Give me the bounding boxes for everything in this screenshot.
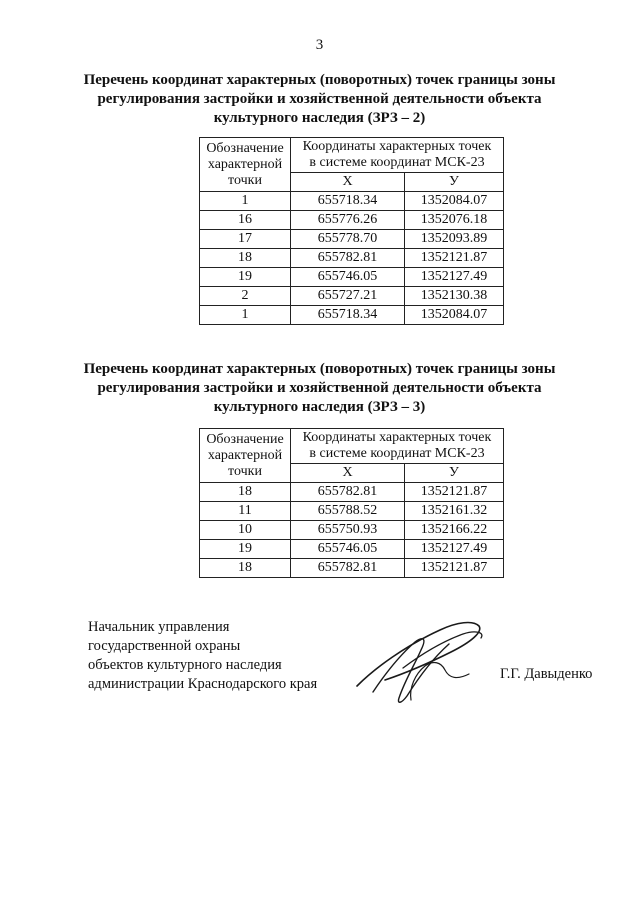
cell-x: 655776.26 xyxy=(291,211,405,230)
cell-point: 19 xyxy=(200,540,291,559)
cell-x: 655750.93 xyxy=(291,521,405,540)
cell-point: 11 xyxy=(200,502,291,521)
header-text: Координаты характерных точек xyxy=(302,139,492,154)
signer-name: Г.Г. Давыденко xyxy=(500,666,593,682)
table-row xyxy=(200,211,504,230)
cell-point: 18 xyxy=(200,483,291,502)
table-row xyxy=(200,483,504,502)
coordinates-table-zrz-2 xyxy=(199,137,504,325)
signature-strokes xyxy=(357,623,482,703)
cell-point: 1 xyxy=(200,192,291,211)
coordinates-table-zrz-3 xyxy=(199,428,504,578)
header-text: точки xyxy=(228,172,262,188)
cell-y: 1352084.07 xyxy=(405,192,504,211)
table-row xyxy=(200,249,504,268)
cell-y: 1352076.18 xyxy=(405,211,504,230)
position-line: администрации Краснодарского края xyxy=(88,676,318,692)
title-line: регулирования застройки и хозяйственной деятельности объекта xyxy=(97,91,542,107)
cell-x: 655788.52 xyxy=(291,502,405,521)
cell-x: 655782.81 xyxy=(291,249,405,268)
table-row xyxy=(200,540,504,559)
cell-x: 655782.81 xyxy=(291,483,405,502)
signature-stroke xyxy=(411,663,469,700)
header-text: точки xyxy=(228,463,262,479)
header-coordinates xyxy=(291,138,504,173)
cell-y: 1352084.07 xyxy=(405,306,504,325)
cell-y: 1352093.89 xyxy=(405,230,504,249)
header-text: в системе координат МСК-23 xyxy=(309,155,485,170)
cell-point: 2 xyxy=(200,287,291,306)
table-header-row xyxy=(200,138,504,173)
header-text: Координаты характерных точек xyxy=(302,430,492,445)
cell-x: 655718.34 xyxy=(291,306,405,325)
page-number: 3 xyxy=(315,37,324,53)
signatory-position xyxy=(88,618,317,694)
cell-point: 18 xyxy=(200,559,291,578)
table-row xyxy=(200,268,504,287)
header-text: в системе координат МСК-23 xyxy=(309,446,485,461)
cell-y: 1352166.22 xyxy=(405,521,504,540)
title-line: культурного наследия (ЗРЗ – 3) xyxy=(213,399,426,415)
table-row xyxy=(200,306,504,325)
title-line: Перечень координат характерных (поворотных) точек границы зоны xyxy=(83,72,556,88)
cell-x: 655727.21 xyxy=(291,287,405,306)
cell-y: 1352121.87 xyxy=(405,483,504,502)
table-row xyxy=(200,502,504,521)
handwritten-signature xyxy=(345,608,495,718)
header-text: Обозначение xyxy=(206,140,284,156)
cell-point: 19 xyxy=(200,268,291,287)
cell-x: 655778.70 xyxy=(291,230,405,249)
header-y: У xyxy=(405,173,504,192)
cell-point: 18 xyxy=(200,249,291,268)
cell-point: 17 xyxy=(200,230,291,249)
header-x: X xyxy=(291,173,405,192)
cell-y: 1352121.87 xyxy=(405,559,504,578)
cell-point: 10 xyxy=(200,521,291,540)
title-line: Перечень координат характерных (поворотных) точек границы зоны xyxy=(83,361,556,377)
header-point-designation xyxy=(200,138,291,192)
cell-x: 655746.05 xyxy=(291,268,405,287)
cell-x: 655746.05 xyxy=(291,540,405,559)
header-text: характерной xyxy=(207,156,283,172)
header-point-designation xyxy=(200,429,291,483)
position-line: государственной охраны xyxy=(88,638,241,654)
table-row xyxy=(200,192,504,211)
header-x: X xyxy=(291,464,405,483)
title-line: регулирования застройки и хозяйственной деятельности объекта xyxy=(97,380,542,396)
cell-y: 1352130.38 xyxy=(405,287,504,306)
table-row xyxy=(200,521,504,540)
table-row xyxy=(200,230,504,249)
table-row xyxy=(200,287,504,306)
header-coordinates xyxy=(291,429,504,464)
cell-point: 1 xyxy=(200,306,291,325)
cell-point: 16 xyxy=(200,211,291,230)
cell-x: 655718.34 xyxy=(291,192,405,211)
header-text: характерной xyxy=(207,447,283,463)
cell-y: 1352127.49 xyxy=(405,540,504,559)
cell-y: 1352121.87 xyxy=(405,249,504,268)
position-line: объектов культурного наследия xyxy=(88,657,282,673)
header-text: Обозначение xyxy=(206,431,284,447)
cell-x: 655782.81 xyxy=(291,559,405,578)
table-header-row xyxy=(200,429,504,464)
cell-y: 1352161.32 xyxy=(405,502,504,521)
section-title-zrz-2 xyxy=(0,71,639,128)
position-line: Начальник управления xyxy=(88,619,230,635)
title-line: культурного наследия (ЗРЗ – 2) xyxy=(213,110,426,126)
header-y: У xyxy=(405,464,504,483)
section-title-zrz-3 xyxy=(0,360,639,417)
table-row xyxy=(200,559,504,578)
cell-y: 1352127.49 xyxy=(405,268,504,287)
